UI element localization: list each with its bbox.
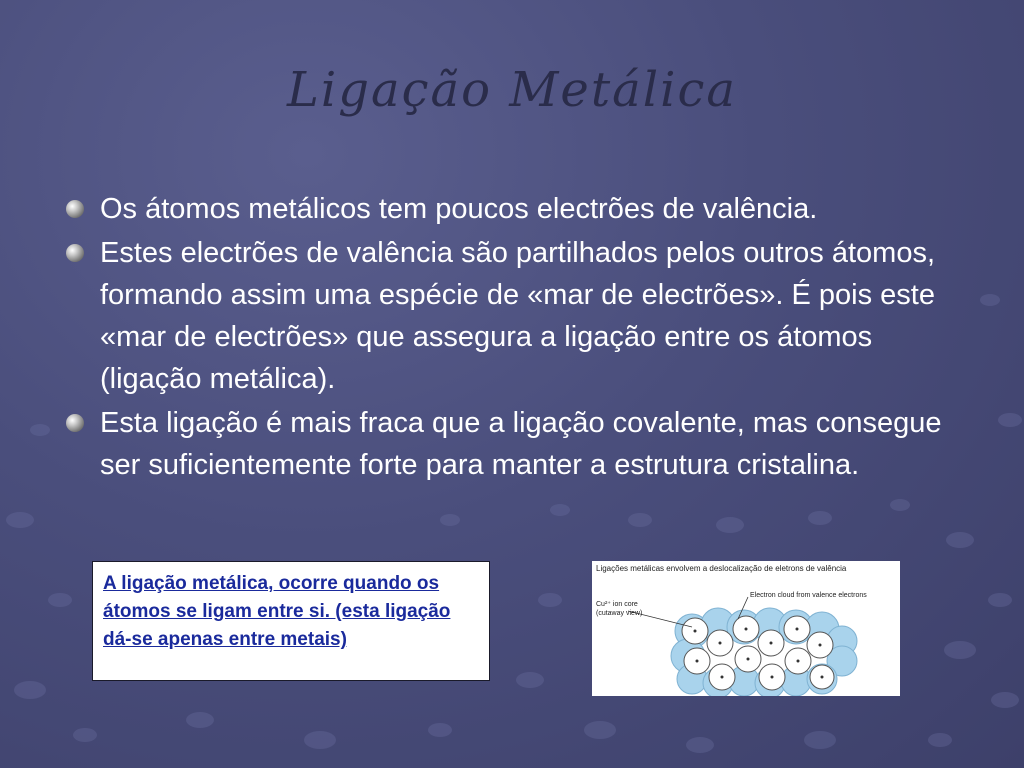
bullet-item (60, 402, 980, 486)
figure-label-core (596, 600, 642, 618)
callout-box (92, 561, 490, 681)
bullet-list (60, 188, 980, 488)
lattice-diagram (592, 561, 900, 696)
bullet-text: Esta ligação é mais fraca que a ligação covalente, mas consegue ser suficientemente forte para manter a estrutura cristalina. (100, 407, 942, 481)
figure-label-cloud: Electron cloud from valence electrons (750, 592, 867, 599)
bullet-sphere-icon (66, 244, 84, 262)
figure-caption: Ligações metálicas envolvem a deslocalização de eletrons de valência (596, 564, 847, 573)
bullet-text: Os átomos metálicos tem poucos electrões de valência. (100, 193, 818, 225)
bullet-item (60, 232, 980, 400)
bullet-sphere-icon (66, 200, 84, 218)
bullet-sphere-icon (66, 414, 84, 432)
slide-title: Ligação Metálica (287, 62, 737, 118)
figure-label-core-line2: (cutaway view) (596, 610, 643, 617)
bullet-text: Estes electrões de valência são partilhados pelos outros átomos, formando assim uma espécie de «mar de electrões». É pois este «mar de electrões» que assegura a ligação entre os átomos (ligação metálica). (100, 237, 936, 395)
callout-text: A ligação metálica, ocorre quando os átomos se ligam entre si. (esta ligação dá-se apenas entre metais) (103, 573, 451, 650)
bullet-item (60, 188, 980, 230)
figure-label-core-line1: Cu²⁺ ion core (596, 601, 638, 608)
metallic-bond-figure (592, 561, 900, 696)
